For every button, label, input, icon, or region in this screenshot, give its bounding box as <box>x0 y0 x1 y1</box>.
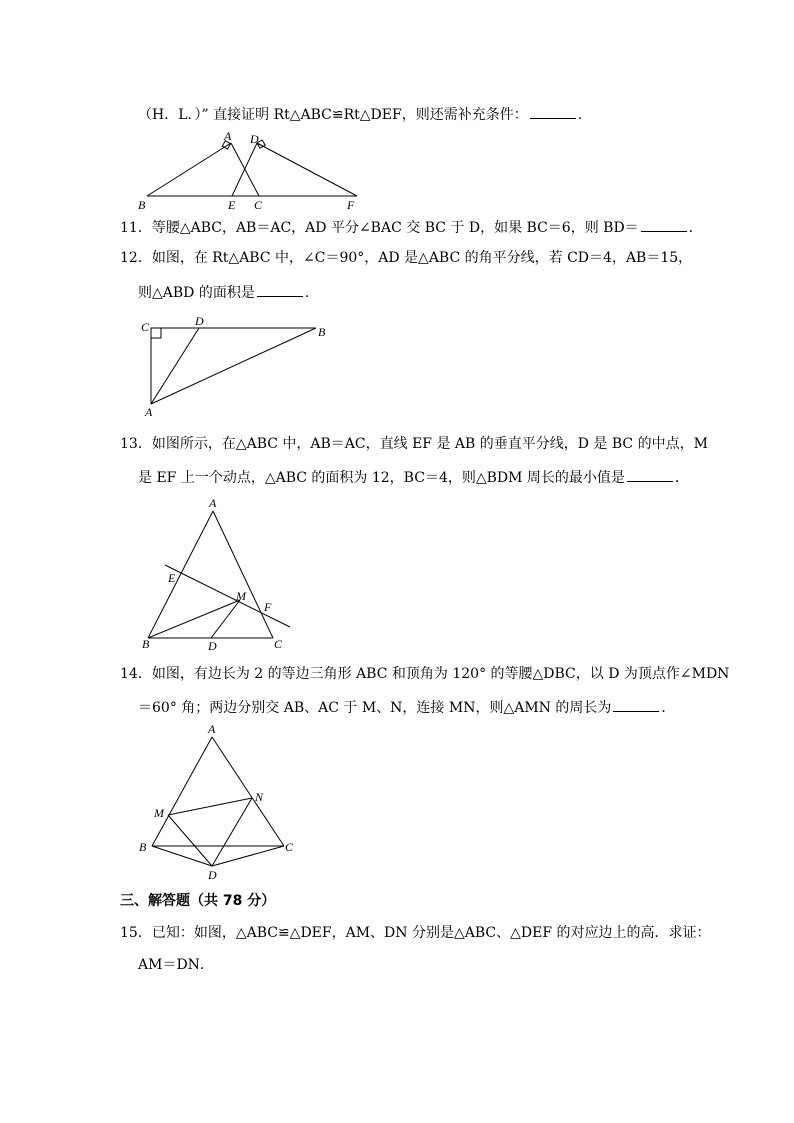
q14-label-a: A <box>208 722 216 736</box>
q14-segment-ab <box>152 737 212 846</box>
q10-label-e: E <box>228 198 236 212</box>
section-heading: 三、解答题（共 78 分） <box>120 893 276 909</box>
q10-label-c: C <box>254 198 263 212</box>
q13-label-c: C <box>274 637 283 651</box>
q13-text-line2: 是 EF 上一个动点，△ABC 的面积为 12，BC＝4，则△BDM 周长的最小值是 ． <box>138 467 689 488</box>
q10-text: （H．L．）” 直接证明 Rt△ABC≌Rt△DEF，则还需补充条件： ． <box>138 104 592 125</box>
q10-label-d: D <box>250 132 259 146</box>
q14-segment-cd <box>212 846 284 866</box>
q14-label-n: N <box>255 790 264 804</box>
q12-label-d: D <box>195 314 204 328</box>
q13-label-e: E <box>168 571 176 585</box>
q12-label-b: B <box>318 325 326 339</box>
q14-label-d: D <box>208 868 217 882</box>
q13-text-line1: 13．如图所示，在△ABC 中，AB＝AC，直线 EF 是 AB 的垂直平分线，D 是 BC 的中点，M <box>120 436 708 452</box>
q14-segment-mn <box>168 798 252 815</box>
q14-geometry <box>152 737 284 866</box>
q14-text-line2: ＝60° 角；两边分别交 AB、AC 于 M、N，连接 MN，则△AMN 的周长为 ． <box>138 697 675 718</box>
q14-segment-nd <box>212 798 252 866</box>
q13-label-b: B <box>142 637 150 651</box>
q11-text: 11．等腰△ABC，AB＝AC，AD 平分∠BAC 交 BC 于 D，如果 BC＝6，则 BD＝ ． <box>120 217 703 238</box>
q15-text-line2: AM＝DN． <box>138 957 214 973</box>
q13-label-f: F <box>264 600 272 614</box>
q10-label-f: F <box>347 198 355 212</box>
q10-label-b: B <box>138 198 146 212</box>
q12-text-line2: 则△ABD 的面积是 ． <box>138 282 319 303</box>
q14-label-m: M <box>154 806 164 820</box>
q14-segment-ac <box>212 737 284 846</box>
q14-label-b: B <box>139 840 147 854</box>
q10-label-a: A <box>224 129 232 143</box>
q15-text-line1: 15．已知：如图，△ABC≌△DEF，AM、DN 分别是△ABC、△DEF 的对应边上的高．求证： <box>120 925 711 941</box>
q12-label-c: C <box>141 320 150 334</box>
q13-label-a: A <box>209 496 217 510</box>
q14-text-line1: 14．如图，有边长为 2 的等边三角形 ABC 和顶角为 120° 的等腰△DBC，以 D 为顶点作∠MDN <box>120 666 730 682</box>
q13-label-m: M <box>236 589 246 603</box>
q14-label-c: C <box>285 840 294 854</box>
q12-text-line1: 12．如图，在 Rt△ABC 中，∠C＝90°，AD 是△ABC 的角平分线，若 CD＝4，AB＝15， <box>120 250 693 266</box>
q12-label-a: A <box>145 405 153 419</box>
q13-label-d: D <box>208 639 217 653</box>
